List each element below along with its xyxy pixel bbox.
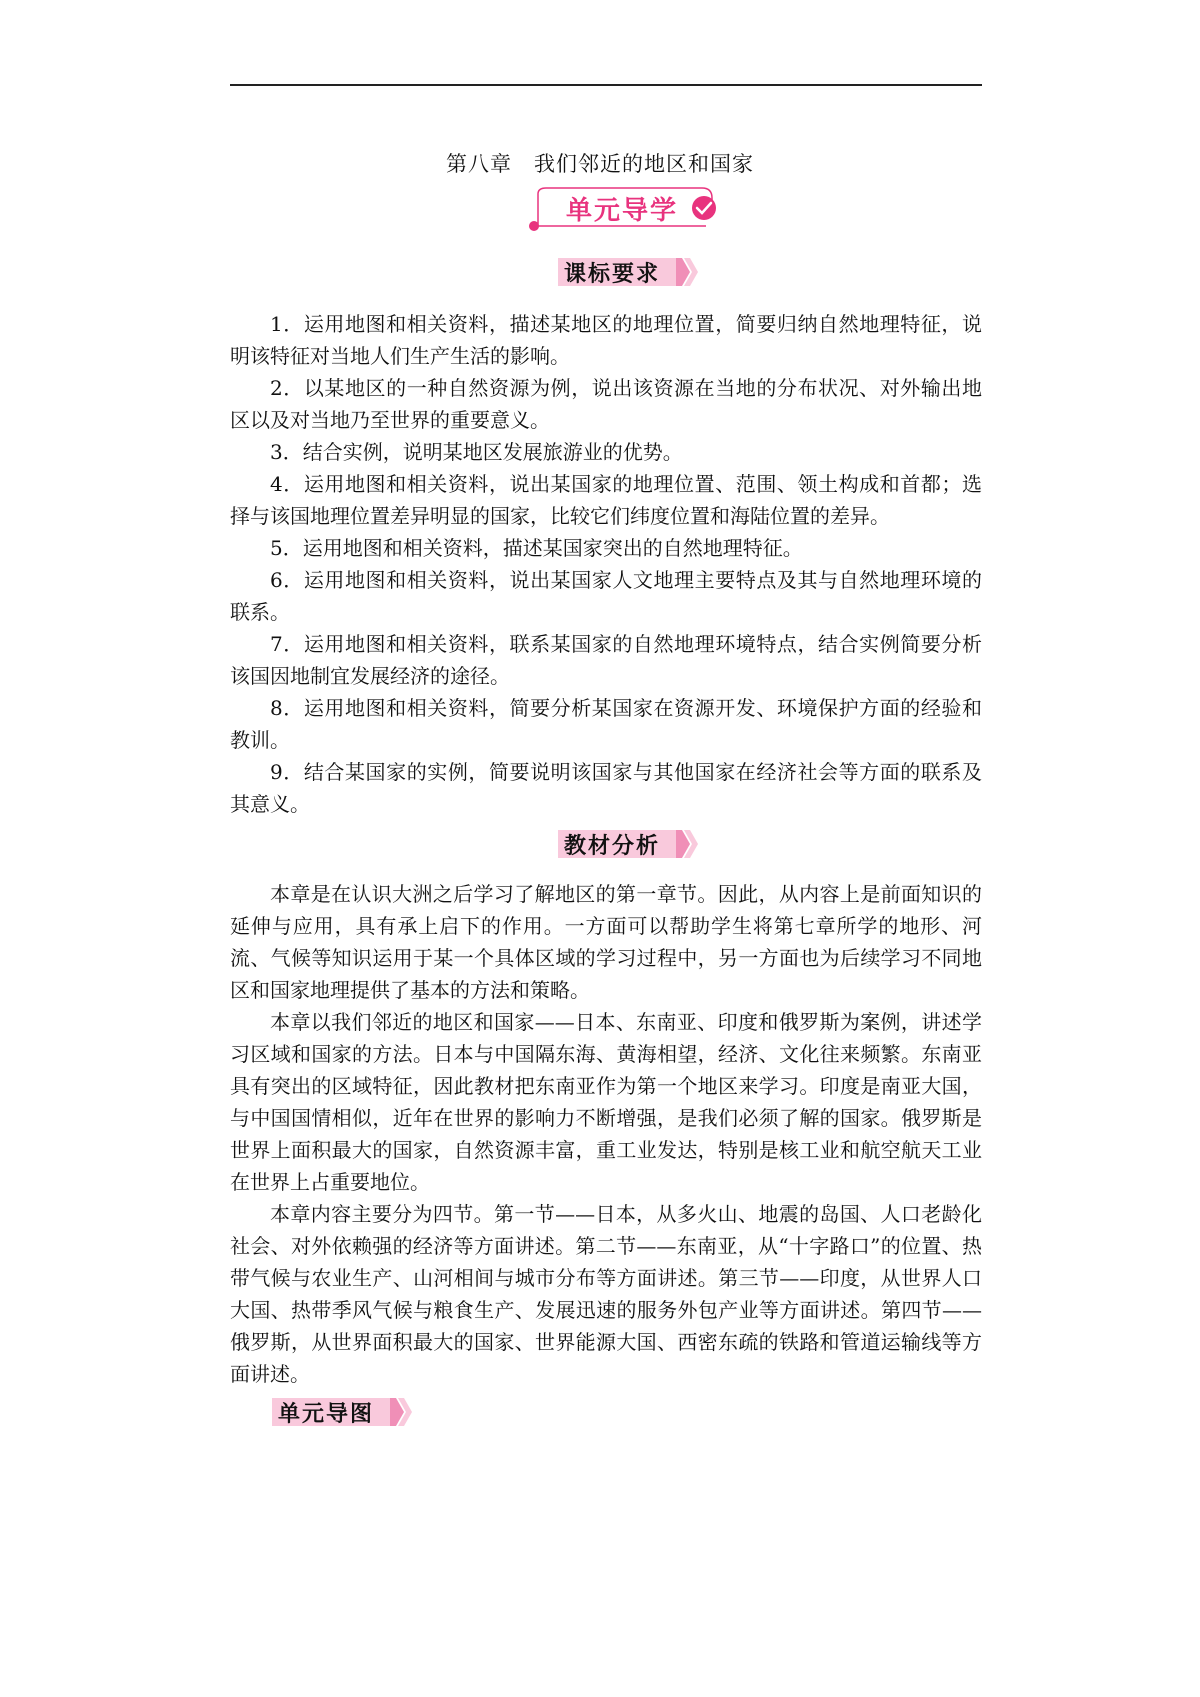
standard-item-7: 7．运用地图和相关资料，联系某国家的自然地理环境特点，结合实例简要分析该国因地制宜发展经济的途径。 — [230, 632, 982, 688]
unit-banner-label: 单元导学 — [566, 196, 679, 226]
analysis-paragraph-2: 本章以我们邻近的地区和国家——日本、东南亚、印度和俄罗斯为案例，讲述学习区域和国家的方法。日本与中国隔东海、黄海相望，经济、文化往来频繁。东南亚具有突出的区域特征，因此教材把东南亚作为第一个地区来学习。印度是南亚大国，与中国国情相似，近年在世界的影响力不断增强，是我们必须了解的国家。俄罗斯是世界上面积最大的国家，自然资源丰富，重工业发达，特别是核工业和航空航天工业在世界上占重要地位。 — [230, 1010, 982, 1194]
standard-item-8: 8．运用地图和相关资料，简要分析某国家在资源开发、环境保护方面的经验和教训。 — [230, 696, 982, 752]
standard-item-1: 1．运用地图和相关资料，描述某地区的地理位置，简要归纳自然地理特征，说明该特征对当地人们生产生活的影响。 — [230, 312, 982, 368]
header-rule — [230, 84, 982, 86]
section-heading-analysis — [558, 826, 698, 862]
standard-item-6: 6．运用地图和相关资料，说出某国家人文地理主要特点及其与自然地理环境的联系。 — [230, 568, 982, 624]
standard-item-5: 5．运用地图和相关资料，描述某国家突出的自然地理特征。 — [270, 536, 803, 560]
analysis-paragraph-3: 本章内容主要分为四节。第一节——日本，从多火山、地震的岛国、人口老龄化社会、对外依赖强的经济等方面讲述。第二节——东南亚，从“十字路口”的位置、热带气候与农业生产、山河相间与城市分布等方面讲述。第三节——印度，从世界人口大国、热带季风气候与粮食生产、发展迅速的服务外包产业等方面讲述。第四节——俄罗斯，从世界面积最大的国家、世界能源大国、西密东疏的铁路和管道运输线等方面讲述。 — [230, 1202, 982, 1386]
section-heading-standards — [558, 254, 698, 290]
standard-item-4: 4．运用地图和相关资料，说出某国家的地理位置、范围、领土构成和首都；选择与该国地理位置差异明显的国家，比较它们纬度位置和海陆位置的差异。 — [230, 472, 982, 528]
standard-item-2: 2．以某地区的一种自然资源为例，说出该资源在当地的分布状况、对外输出地区以及对当地乃至世界的重要意义。 — [230, 376, 982, 432]
standard-item-3: 3．结合实例，说明某地区发展旅游业的优势。 — [270, 440, 683, 464]
section-heading-unit-map — [272, 1394, 412, 1430]
section-heading-label: 课标要求 — [564, 262, 661, 287]
analysis-paragraph-1: 本章是在认识大洲之后学习了解地区的第一章节。因此，从内容上是前面知识的延伸与应用，具有承上启下的作用。一方面可以帮助学生将第七章所学的地形、河流、气候等知识运用于某一个具体区域的学习过程中，另一方面也为后续学习不同地区和国家地理提供了基本的方法和策略。 — [230, 882, 982, 1002]
section-heading-label: 单元导图 — [278, 1402, 375, 1427]
chapter-title: 第八章 我们邻近的地区和国家 — [446, 152, 754, 176]
unit-banner — [526, 186, 726, 232]
standard-item-9: 9．结合某国家的实例，简要说明该国家与其他国家在经济社会等方面的联系及其意义。 — [230, 760, 982, 816]
section-heading-label: 教材分析 — [564, 834, 661, 859]
